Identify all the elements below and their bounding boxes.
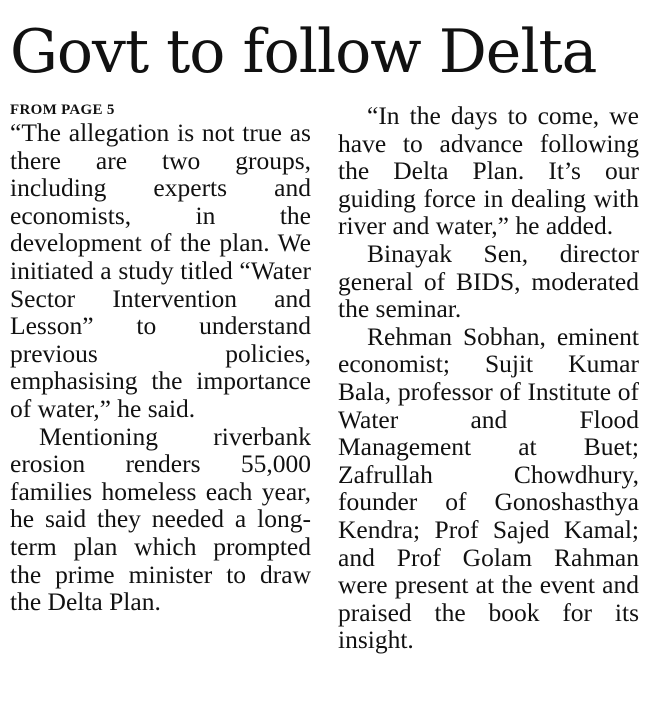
paragraph: “The allegation is not true as there are two groups, including experts and economists, in the development of the plan. We initiated a study titled “Water Sector Intervention and Lesson” to understand previous policies, emphasising the importance of water,” he said. — [10, 118, 311, 423]
paragraph: Rehman Sobhan, eminent economist; Sujit Kumar Bala, professor of Institute of Water and Flood Management at Buet; Zafrullah Chowdhury, founder of Gonoshasthya Kendra; Prof Sajed Kamal; and Prof Golam Rahman were present at the event and praised the book for its insight. — [338, 321, 639, 655]
article-column-left — [10, 102, 311, 616]
article-column-right — [338, 102, 639, 654]
paragraph: Binayak Sen, director general of BIDS, moderated the seminar. — [338, 238, 639, 324]
paragraph: “In the days to come, we have to advance following the Delta Plan. It’s our guiding force in dealing with river and water,” he added. — [338, 101, 639, 241]
headline: Govt to follow Delta — [10, 17, 597, 87]
jump-line: FROM PAGE 5 — [10, 102, 115, 118]
paragraph: Mentioning riverbank erosion renders 55,000 families homeless each year, he said they needed a long-term plan which prompted the prime minister to draw the Delta Plan. — [10, 421, 311, 617]
